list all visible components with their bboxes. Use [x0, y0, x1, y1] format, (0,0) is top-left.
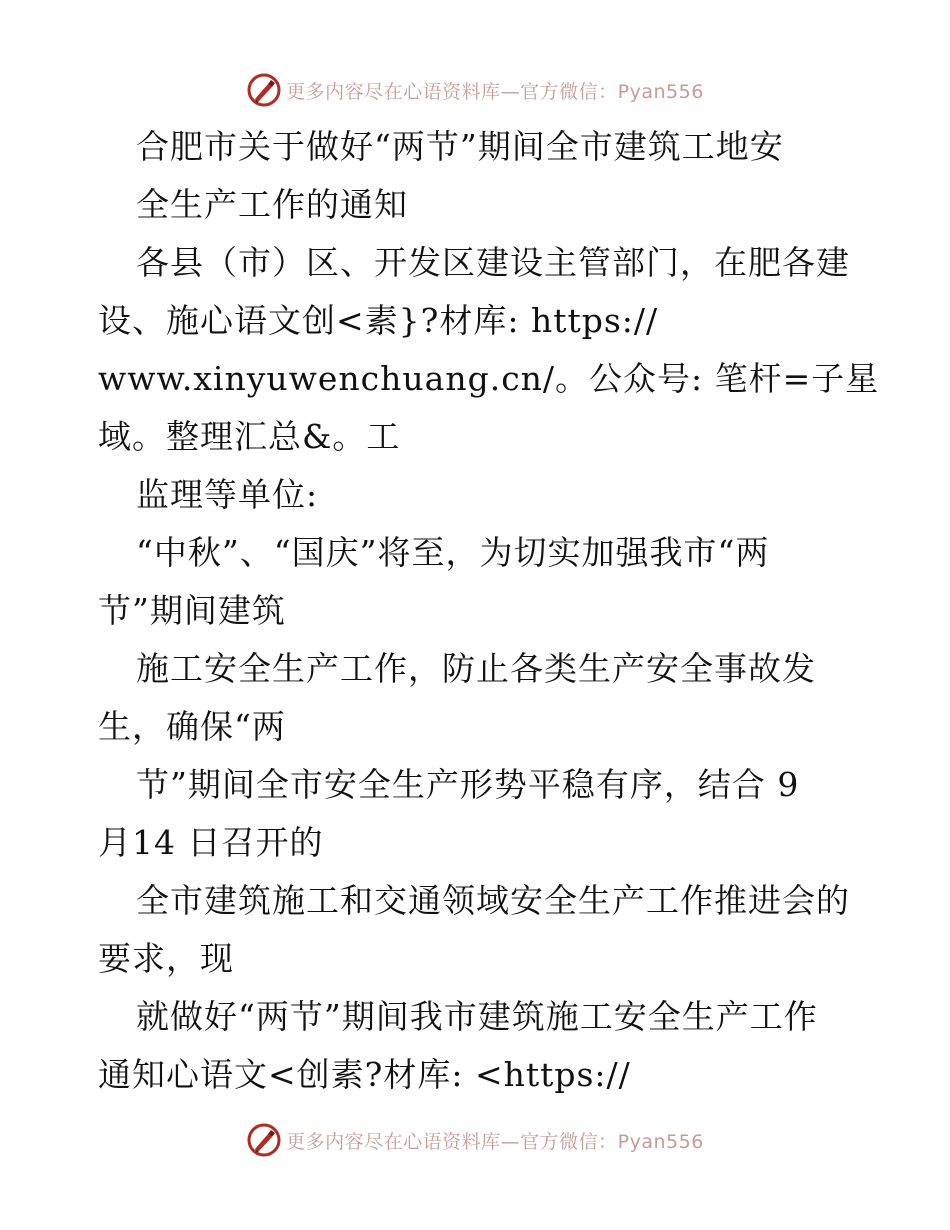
footer-watermark-banner [0, 1120, 950, 1160]
paragraph-line: 通知心语文<创素?材库: <https:// [98, 1055, 631, 1094]
paragraph-line: 节”期间全市安全生产形势平稳有序，结合 9 [136, 765, 800, 804]
title-line-2: 全生产工作的通知 [136, 185, 408, 224]
document-body [98, 118, 880, 1104]
paragraph-line: 施工安全生产工作，防止各类生产安全事故发 [136, 649, 816, 688]
paragraph-line: www.xinyuwenchuang.cn/。公众号: 笔杆=子星 [98, 359, 880, 398]
paragraph-line: 设、施心语文创<素}?材库: https:// [98, 301, 659, 340]
paragraph-line: 全市建筑施工和交通领域安全生产工作推进会的 [136, 881, 850, 920]
watermark-text: 更多内容尽在心语资料库—官方微信：Pyan556 [286, 1130, 704, 1153]
pen-logo-icon [246, 1122, 282, 1158]
header-watermark-banner [0, 70, 950, 110]
paragraph-line: 生，确保“两 [98, 707, 286, 746]
paragraph-line: 域。整理汇总&。工 [98, 417, 401, 456]
paragraph-line: 要求，现 [98, 939, 234, 978]
pen-logo-icon [246, 72, 282, 108]
paragraph-line: 月14 日召开的 [98, 823, 324, 862]
paragraph-line: 各县（市）区、开发区建设主管部门，在肥各建 [136, 243, 850, 282]
paragraph-line: 节”期间建筑 [98, 591, 286, 630]
title-line-1: 合肥市关于做好“两节”期间全市建筑工地安 [136, 127, 784, 166]
paragraph-line: “中秋”、“国庆”将至，为切实加强我市“两 [136, 533, 770, 572]
paragraph-line: 就做好“两节”期间我市建筑施工安全生产工作 [136, 997, 818, 1036]
paragraph-line: 监理等单位: [136, 475, 319, 514]
watermark-text: 更多内容尽在心语资料库—官方微信：Pyan556 [286, 80, 704, 103]
